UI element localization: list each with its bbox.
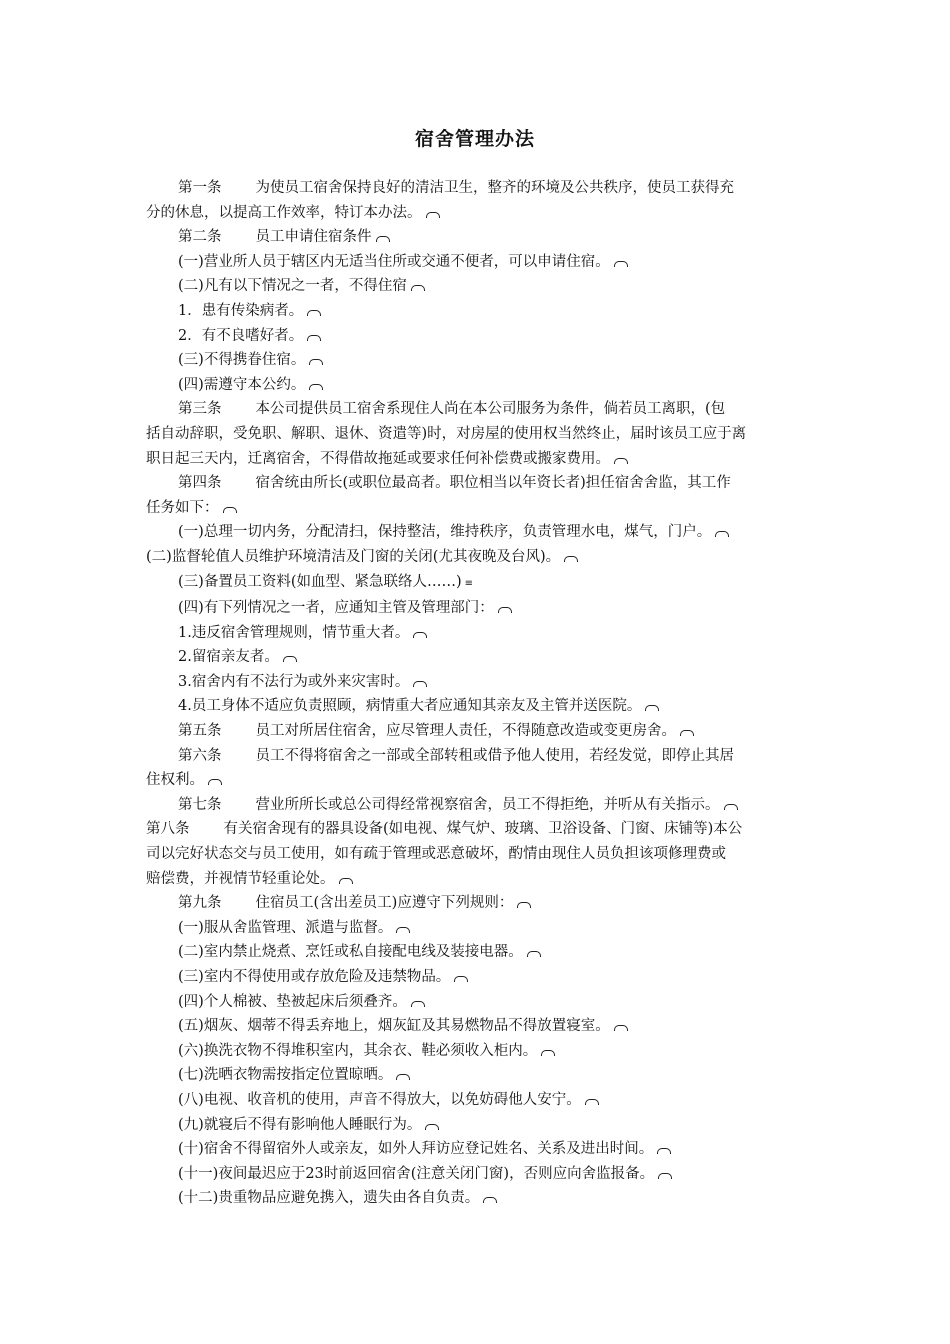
paragraph-mark-icon — [614, 261, 628, 267]
line-text: 住宿员工(含出差员工)应遵守下列规则： — [255, 895, 514, 912]
paragraph-mark-icon — [208, 779, 222, 785]
paragraph-mark-icon — [657, 1148, 671, 1154]
line-text: 宿舍统由所长(或职位最高者。职位相当以年资长者)担任宿舍舍监，其工作 — [255, 475, 731, 492]
article-heading: 第七条 — [178, 796, 222, 813]
paragraph-mark-icon — [658, 1173, 672, 1179]
text-line-a1-l2 — [146, 201, 806, 226]
text-line-a9-11 — [146, 1162, 806, 1187]
paragraph-mark-icon — [541, 1050, 555, 1056]
line-text: 括自动辞职，受免职、解职、退休、资遣等)时，对房屋的使用权当然终止，届时该员工应于离 — [146, 425, 747, 442]
text-line-a4-1 — [146, 520, 806, 545]
text-line-a9-5 — [146, 1014, 806, 1039]
line-text: (十)宿舍不得留宿外人或亲友，如外人拜访应登记姓名、关系及进出时间。 — [178, 1141, 654, 1158]
text-line-a4-2 — [146, 545, 806, 570]
line-text: 营业所所长或总公司得经常视察宿舍，员工不得拒绝，并听从有关指示。 — [255, 796, 720, 813]
text-line-a9-3 — [146, 965, 806, 990]
line-text: (四)需遵守本公约。 — [178, 376, 306, 393]
text-line-a9-8 — [146, 1088, 806, 1113]
text-line-a9-6 — [146, 1039, 806, 1064]
paragraph-mark-icon — [527, 951, 541, 957]
line-text: (三)室内不得使用或存放危险及违禁物品。 — [178, 969, 451, 985]
line-text: (一)营业所人员于辖区内无适当住所或交通不便者，可以申请住宿。 — [178, 253, 610, 270]
text-line-a9-10 — [146, 1137, 806, 1162]
text-line-a5 — [146, 719, 806, 744]
article-heading: 第二条 — [178, 229, 222, 246]
paragraph-mark-icon — [585, 1099, 599, 1105]
paragraph-mark-icon — [517, 902, 531, 908]
text-line-a9-12 — [146, 1186, 806, 1211]
end-mark-icon: ≡ — [464, 577, 474, 589]
text-line-a4-4 — [146, 596, 806, 621]
text-line-a4-l1 — [146, 471, 806, 496]
paragraph-mark-icon — [498, 607, 512, 613]
text-line-a4-3 — [146, 570, 806, 597]
text-line-a6-l2 — [146, 768, 806, 793]
line-text: (三)不得携眷住宿。 — [178, 352, 306, 369]
line-text: (十二)贵重物品应避免携入，遗失由各自负责。 — [178, 1190, 480, 1207]
text-line-a4-l2 — [146, 496, 806, 521]
text-line-a2 — [146, 225, 806, 250]
line-text: 员工对所居住宿舍，应尽管理人责任，不得随意改造或变更房舍。 — [255, 723, 676, 740]
line-text: (二)凡有以下情况之一者，不得住宿 — [178, 278, 407, 295]
paragraph-mark-icon — [307, 310, 321, 316]
paragraph-mark-icon — [223, 507, 237, 513]
text-line-a4-4-4 — [146, 694, 806, 719]
line-text: 4.员工身体不适应负责照顾，病情重大者应通知其亲友及主管并送医院。 — [178, 698, 642, 715]
line-text: 赔偿费，并视情节轻重论处。 — [146, 870, 335, 887]
article-heading: 第九条 — [178, 895, 222, 912]
text-line-a9-7 — [146, 1063, 806, 1088]
paragraph-mark-icon — [645, 705, 659, 711]
line-text: (八)电视、收音机的使用，声音不得放大，以免妨碍他人安宁。 — [178, 1091, 581, 1108]
paragraph-mark-icon — [309, 384, 323, 390]
article-heading: 第五条 — [178, 723, 222, 740]
line-text: 1.违反宿舍管理规则，情节重大者。 — [178, 624, 410, 641]
text-line-a2-2 — [146, 274, 806, 299]
text-line-a8-l3 — [146, 867, 806, 892]
paragraph-mark-icon — [309, 359, 323, 365]
text-line-a9-1 — [146, 916, 806, 941]
line-text: 分的休息，以提高工作效率，特订本办法。 — [146, 204, 422, 221]
article-heading: 第四条 — [178, 475, 222, 492]
paragraph-mark-icon — [483, 1197, 497, 1203]
text-line-a1-l1 — [146, 176, 806, 201]
paragraph-mark-icon — [614, 458, 628, 464]
text-line-a4-4-1 — [146, 621, 806, 646]
text-line-a9-2 — [146, 940, 806, 965]
line-text: (十一)夜间最迟应于23时前返回宿舍(注意关闭门窗)，否则应向舍监报备。 — [178, 1165, 655, 1182]
paragraph-mark-icon — [339, 878, 353, 884]
text-line-a2-2-1 — [146, 299, 806, 324]
text-line-a3-l1 — [146, 397, 806, 422]
line-text: (一)服从舍监管理、派遣与监督。 — [178, 919, 393, 936]
line-text: 任务如下： — [146, 499, 219, 516]
text-line-a2-4 — [146, 373, 806, 398]
text-line-a3-l3 — [146, 447, 806, 472]
line-text: 2．有不良嗜好者。 — [178, 327, 304, 344]
text-line-a2-2-2 — [146, 324, 806, 349]
paragraph-mark-icon — [307, 335, 321, 341]
line-text: 2.留宿亲友者。 — [178, 649, 279, 666]
text-line-a7 — [146, 793, 806, 818]
paragraph-mark-icon — [411, 1001, 425, 1007]
paragraph-mark-icon — [411, 285, 425, 291]
line-text: 为使员工宿舍保持良好的清洁卫生，整齐的环境及公共秩序，使员工获得充 — [255, 180, 734, 196]
text-line-a9-4 — [146, 990, 806, 1015]
text-line-a4-4-2 — [146, 645, 806, 670]
paragraph-mark-icon — [724, 804, 738, 810]
paragraph-mark-icon — [283, 656, 297, 662]
line-text: 住权利。 — [146, 772, 204, 789]
document-body — [146, 176, 806, 1211]
paragraph-mark-icon — [376, 236, 390, 242]
line-text: (七)洗晒衣物需按指定位置晾晒。 — [178, 1067, 393, 1084]
line-text: 职日起三天内，迁离宿舍，不得借故拖延或要求任何补偿费或搬家费用。 — [146, 450, 610, 467]
line-text: (二)监督轮值人员维护环境清洁及门窗的关闭(尤其夜晚及台风)。 — [146, 548, 561, 565]
line-text: (五)烟灰、烟蒂不得丢弃地上，烟灰缸及其易燃物品不得放置寝室。 — [178, 1018, 610, 1035]
paragraph-mark-icon — [564, 556, 578, 562]
paragraph-mark-icon — [715, 531, 729, 537]
paragraph-mark-icon — [413, 632, 427, 638]
paragraph-mark-icon — [454, 976, 468, 982]
text-line-a8-l2 — [146, 842, 806, 867]
document-title: 宿舍管理办法 — [414, 128, 535, 150]
line-text: 本公司提供员工宿舍系现住人尚在本公司服务为条件，倘若员工离职，(包 — [255, 401, 726, 418]
line-text: 员工申请住宿条件 — [255, 229, 372, 246]
line-text: 3.宿舍内有不法行为或外来灾害时。 — [178, 673, 410, 690]
line-text: (三)备置员工资料(如血型、紧急联络人……) — [178, 573, 462, 590]
paragraph-mark-icon — [396, 927, 410, 933]
paragraph-mark-icon — [425, 1124, 439, 1130]
article-heading: 第八条 — [146, 821, 190, 838]
text-line-a9 — [146, 891, 806, 916]
text-line-a4-4-3 — [146, 670, 806, 695]
paragraph-mark-icon — [426, 212, 440, 218]
line-text: (二)室内禁止烧煮、烹饪或私自接配电线及装接电器。 — [178, 944, 523, 961]
text-line-a3-l2 — [146, 422, 806, 447]
text-line-a2-3 — [146, 348, 806, 373]
article-heading: 第六条 — [178, 747, 222, 764]
text-line-a6-l1 — [146, 744, 806, 769]
text-line-a9-9 — [146, 1113, 806, 1138]
line-text: (四)个人棉被、垫被起床后须叠齐。 — [178, 993, 407, 1010]
line-text: (四)有下列情况之一者，应通知主管及管理部门： — [178, 600, 494, 617]
line-text: 司以完好状态交与员工使用，如有疏于管理或恶意破坏，酌情由现住人员负担该项修理费或 — [146, 846, 726, 863]
line-text: (一)总理一切内务，分配清扫，保持整洁，维持秩序，负责管理水电，煤气，门户。 — [178, 524, 712, 541]
line-text: 有关宿舍现有的器具设备(如电视、煤气炉、玻璃、卫浴设备、门窗、床铺等)本公 — [223, 821, 743, 838]
line-text: 员工不得将宿舍之一部或全部转租或借予他人使用，若经发觉，即停止其居 — [255, 747, 734, 764]
paragraph-mark-icon — [396, 1074, 410, 1080]
paragraph-mark-icon — [680, 730, 694, 736]
line-text: (六)换洗衣物不得堆积室内，其余衣、鞋必须收入柜内。 — [178, 1042, 538, 1059]
line-text: 1．患有传染病者。 — [178, 302, 304, 319]
line-text: (九)就寝后不得有影响他人睡眠行为。 — [178, 1116, 422, 1133]
article-heading: 第三条 — [178, 401, 222, 418]
text-line-a8-l1 — [146, 817, 806, 842]
paragraph-mark-icon — [614, 1025, 628, 1031]
paragraph-mark-icon — [413, 681, 427, 687]
text-line-a2-1 — [146, 250, 806, 275]
article-heading: 第一条 — [178, 180, 222, 196]
